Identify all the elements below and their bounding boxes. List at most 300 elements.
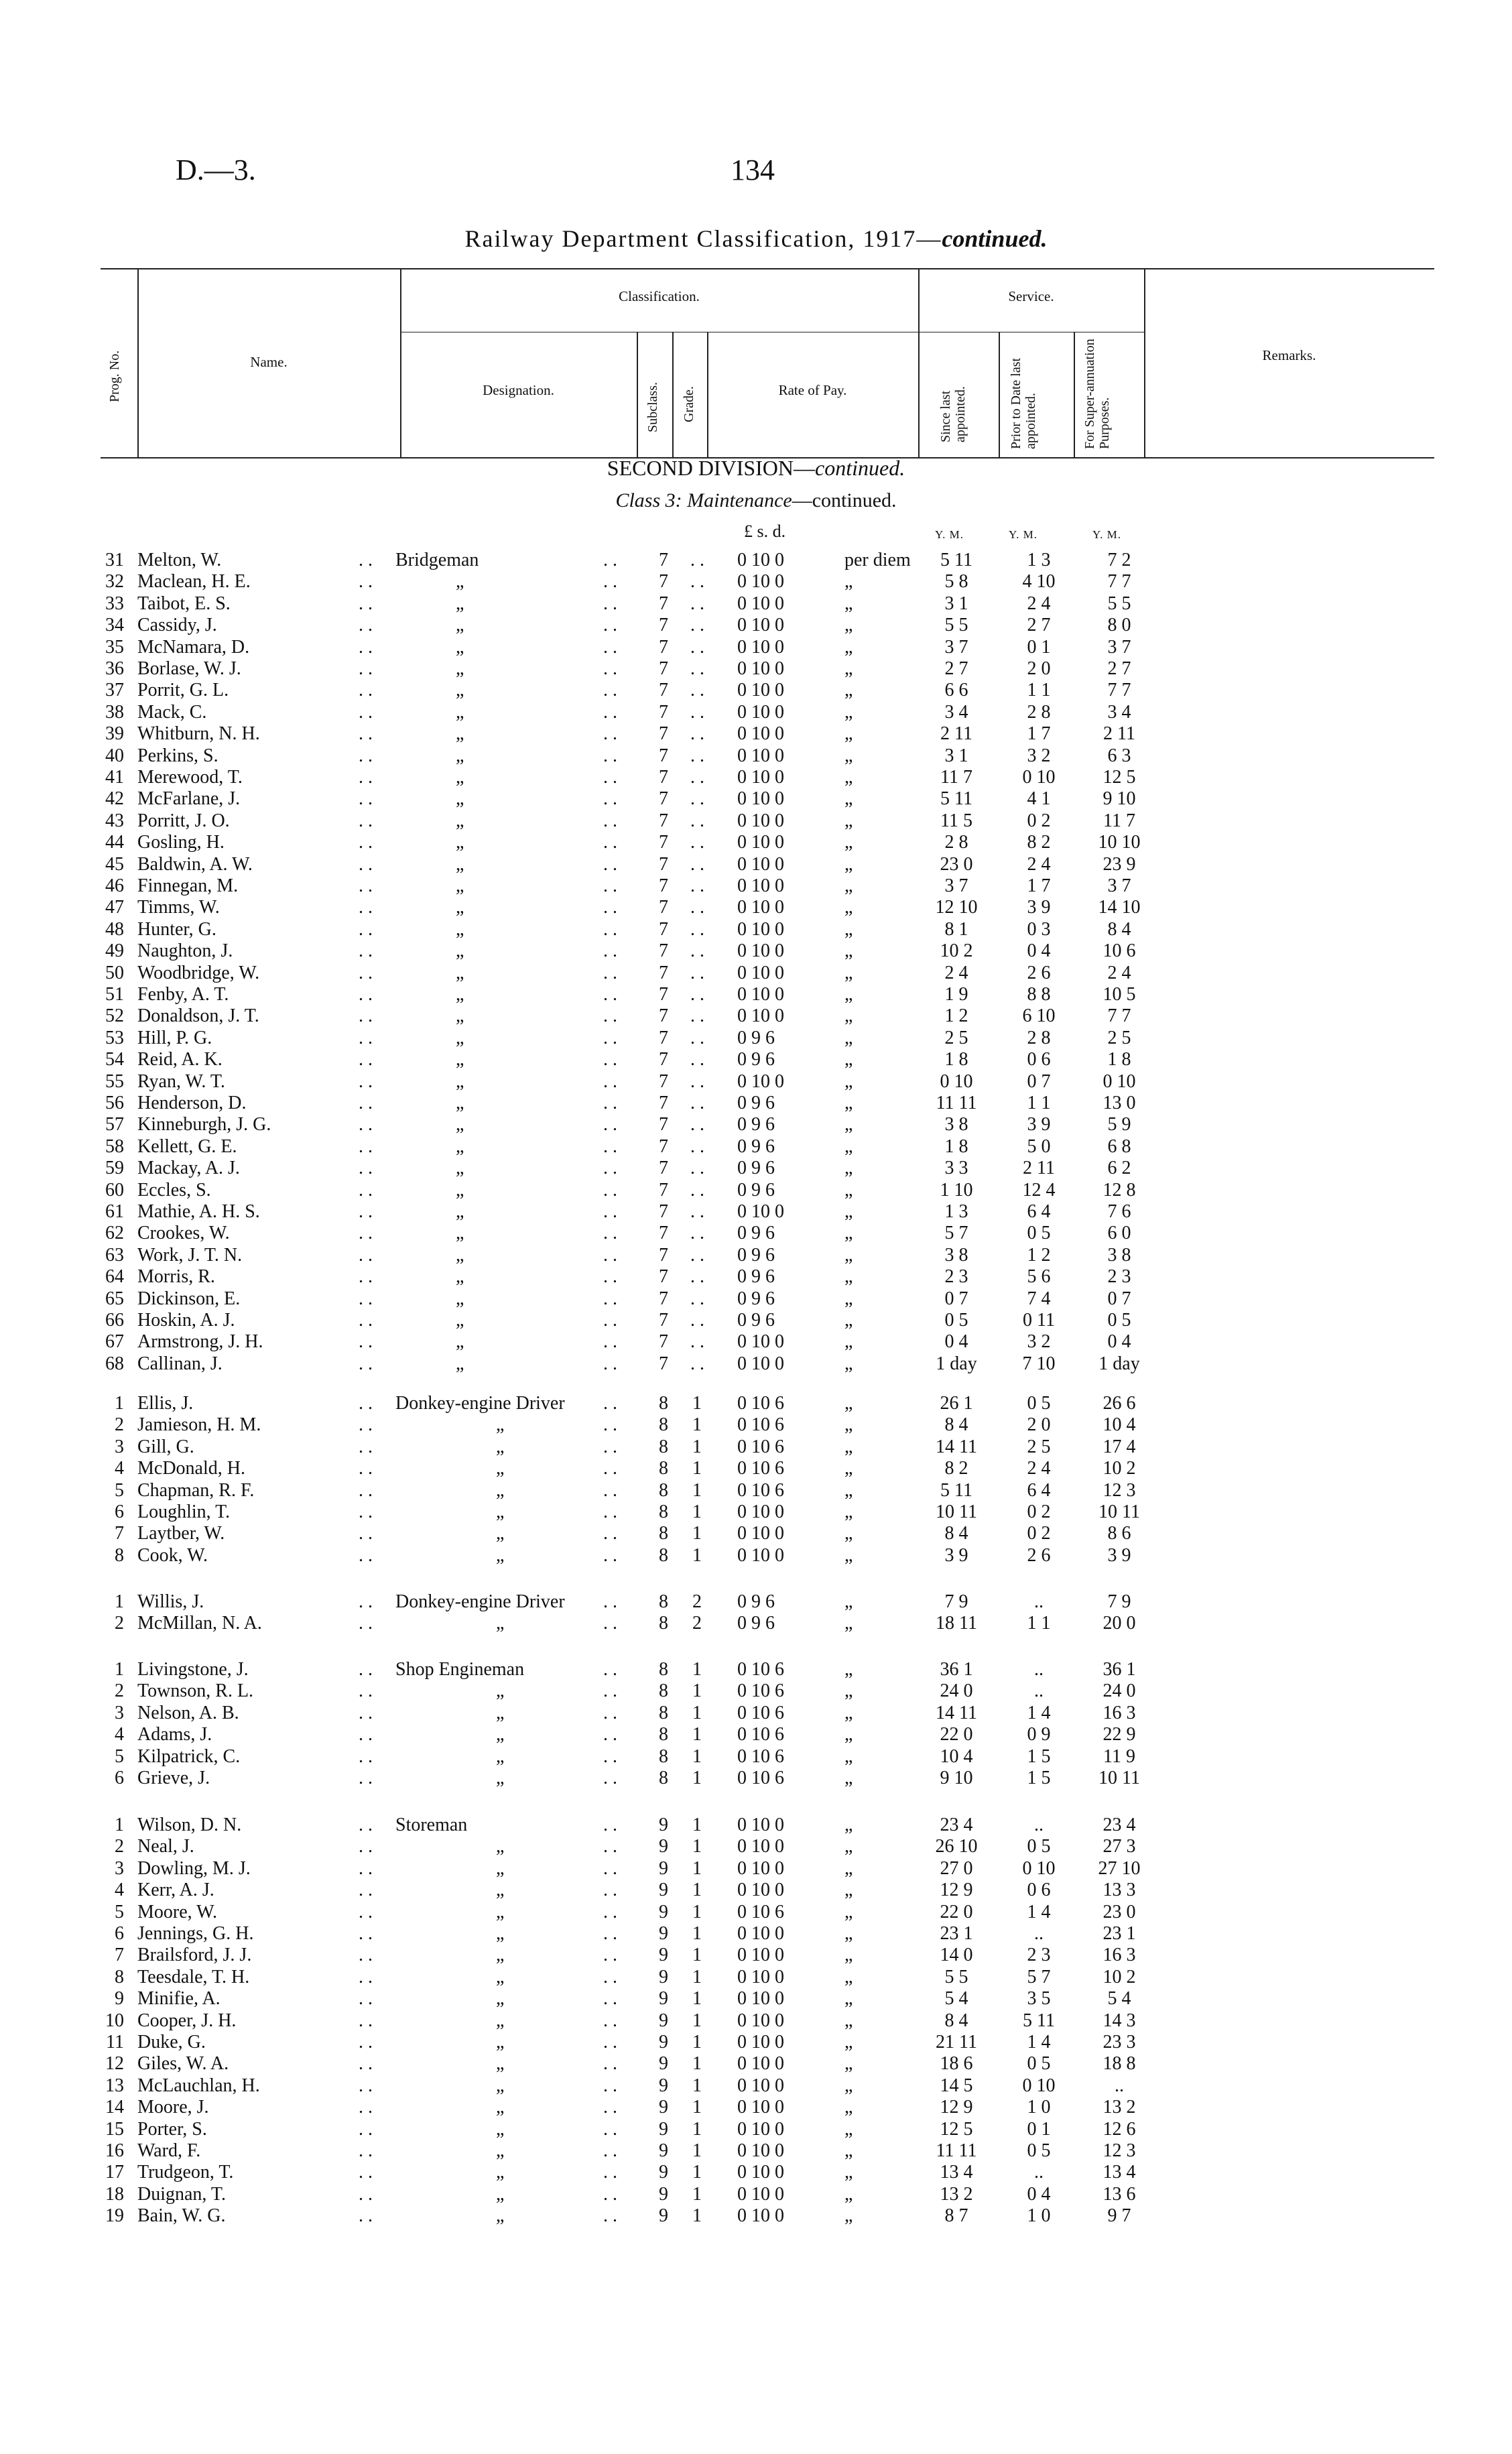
leader-dots: . .: [603, 1836, 617, 1857]
designation: „: [456, 571, 464, 592]
since-last-appointed: 11 5: [940, 810, 972, 831]
staff-name: Nelson, A. B.: [137, 1703, 239, 1723]
since-last-appointed: 5 8: [944, 571, 968, 592]
since-last-appointed: 12 9: [940, 1880, 973, 1900]
rate-unit: „: [844, 571, 853, 592]
prior-to-date: 1 7: [1027, 723, 1051, 744]
subclass: 7: [659, 832, 668, 853]
superannuation-service: 0 7: [1107, 1288, 1131, 1309]
table-row: [0, 1836, 1512, 1857]
prog-no: 14: [105, 2097, 124, 2118]
prog-no: 47: [105, 897, 124, 918]
header-rate-of-pay: Rate of Pay.: [778, 382, 847, 398]
rate-of-pay: 0 9 6: [737, 1266, 775, 1287]
division-main: SECOND DIVISION—: [607, 456, 816, 480]
prior-to-date: 2 7: [1027, 615, 1051, 635]
subclass: 7: [659, 1353, 668, 1374]
prog-no: 6: [115, 1923, 124, 1944]
leader-dots: . .: [603, 2140, 617, 2161]
rate-of-pay: 0 10 0: [737, 658, 784, 679]
designation: „: [496, 1523, 505, 1544]
staff-name: Hill, P. G.: [137, 1028, 212, 1048]
leader-dots: . .: [359, 1923, 373, 1944]
since-last-appointed: 2 7: [944, 658, 968, 679]
header-prior-to-date: Prior to Date last appointed.: [1009, 357, 1038, 449]
prior-to-date: 0 4: [1027, 2184, 1051, 2205]
prog-no: 64: [105, 1266, 124, 1287]
staff-name: Merewood, T.: [137, 767, 243, 788]
prior-to-date: 2 0: [1027, 658, 1051, 679]
subclass: 8: [659, 1768, 668, 1788]
leader-dots: . .: [690, 615, 704, 635]
designation: „: [456, 1266, 464, 1287]
prior-to-date: 2 4: [1027, 1458, 1051, 1479]
designation: Shop Engineman: [395, 1659, 525, 1680]
leader-dots: . .: [603, 571, 617, 592]
header-divider: [672, 332, 674, 457]
leader-dots: . .: [603, 1028, 617, 1048]
staff-name: Mathie, A. H. S.: [137, 1201, 260, 1222]
rate-unit: „: [844, 1114, 853, 1135]
since-last-appointed: 24 0: [940, 1680, 973, 1701]
leader-dots: . .: [359, 1223, 373, 1243]
prog-no: 3: [115, 1436, 124, 1457]
table-row: [0, 897, 1512, 918]
subclass: 8: [659, 1746, 668, 1767]
rate-of-pay: 0 10 0: [737, 550, 784, 570]
since-last-appointed: 5 5: [944, 615, 968, 635]
designation: „: [496, 2075, 505, 2096]
since-last-appointed: 2 8: [944, 832, 968, 853]
staff-name: Borlase, W. J.: [137, 658, 241, 679]
prog-no: 2: [115, 1836, 124, 1857]
staff-name: Reid, A. K.: [137, 1049, 223, 1070]
rate-of-pay: 0 10 6: [737, 1680, 784, 1701]
superannuation-service: 7 7: [1107, 1005, 1131, 1026]
designation: „: [456, 984, 464, 1005]
leader-dots: . .: [359, 963, 373, 983]
subclass: 7: [659, 919, 668, 940]
prior-to-date: 0 10: [1022, 2075, 1056, 2096]
prog-no: 1: [115, 1815, 124, 1835]
subclass: 7: [659, 1180, 668, 1201]
header-grade: Grade.: [682, 386, 696, 422]
leader-dots: . .: [359, 2140, 373, 2161]
subclass: 8: [659, 1523, 668, 1544]
subclass: 9: [659, 2010, 668, 2031]
title-continued: continued.: [942, 225, 1048, 252]
table-row: [0, 1223, 1512, 1244]
staff-name: Gosling, H.: [137, 832, 225, 853]
grade: 1: [692, 1703, 702, 1723]
rate-unit: „: [844, 1071, 853, 1092]
leader-dots: . .: [359, 1436, 373, 1457]
leader-dots: . .: [690, 897, 704, 918]
superannuation-service: 13 4: [1102, 2162, 1136, 2183]
leader-dots: . .: [690, 767, 704, 788]
leader-dots: . .: [603, 1545, 617, 1566]
leader-dots: . .: [603, 1880, 617, 1900]
staff-name: Mackay, A. J.: [137, 1158, 240, 1178]
leader-dots: . .: [603, 2010, 617, 2031]
superannuation-service: 9 7: [1107, 2205, 1131, 2226]
superannuation-service: 23 1: [1102, 1923, 1136, 1944]
subclass: 9: [659, 2140, 668, 2161]
subclass: 8: [659, 1591, 668, 1612]
subclass: 9: [659, 2053, 668, 2074]
designation: „: [456, 875, 464, 896]
superannuation-service: 10 2: [1102, 1967, 1136, 1987]
leader-dots: . .: [359, 637, 373, 658]
table-row: [0, 2032, 1512, 2053]
staff-name: McFarlane, J.: [137, 788, 241, 809]
subclass: 7: [659, 1093, 668, 1113]
designation: „: [456, 1180, 464, 1201]
header-remarks: Remarks.: [1262, 347, 1316, 363]
superannuation-service: 0 4: [1107, 1331, 1131, 1352]
since-last-appointed: 3 1: [944, 745, 968, 766]
leader-dots: . .: [603, 1180, 617, 1201]
designation: „: [496, 2119, 505, 2140]
leader-dots: . .: [690, 854, 704, 875]
since-last-appointed: 8 2: [944, 1458, 968, 1479]
since-last-appointed: 1 9: [944, 984, 968, 1005]
table-row: [0, 1923, 1512, 1945]
table-row: [0, 1591, 1512, 1613]
prog-no: 51: [105, 984, 124, 1005]
prior-to-date: 0 3: [1027, 919, 1051, 940]
since-last-appointed: 26 1: [940, 1393, 973, 1414]
rate-unit: „: [844, 1815, 853, 1835]
prior-to-date: 2 6: [1027, 1545, 1051, 1566]
designation: Donkey-engine Driver: [395, 1591, 565, 1612]
superannuation-service: 8 4: [1107, 919, 1131, 940]
staff-name: Bain, W. G.: [137, 2205, 226, 2226]
table-row: [0, 1114, 1512, 1136]
subclass: 8: [659, 1480, 668, 1501]
leader-dots: . .: [359, 2184, 373, 2205]
subclass: 7: [659, 593, 668, 614]
table-row: [0, 875, 1512, 897]
leader-dots: . .: [690, 1288, 704, 1309]
prog-no: 55: [105, 1071, 124, 1092]
prior-to-date: 8 8: [1027, 984, 1051, 1005]
leader-dots: . .: [603, 897, 617, 918]
grade: 1: [692, 1458, 702, 1479]
rate-of-pay: 0 10 6: [737, 1724, 784, 1745]
leader-dots: . .: [603, 1967, 617, 1987]
leader-dots: . .: [359, 1815, 373, 1835]
leader-dots: . .: [359, 1071, 373, 1092]
rate-of-pay: 0 9 6: [737, 1114, 775, 1135]
leader-dots: . .: [359, 1266, 373, 1287]
rate-unit: „: [844, 940, 853, 961]
subclass: 8: [659, 1703, 668, 1723]
leader-dots: . .: [359, 1880, 373, 1900]
leader-dots: . .: [603, 1458, 617, 1479]
leader-dots: . .: [690, 1028, 704, 1048]
leader-dots: . .: [359, 1988, 373, 2009]
table-row: [0, 1005, 1512, 1027]
leader-dots: . .: [359, 615, 373, 635]
superannuation-service: 9 10: [1102, 788, 1136, 809]
staff-name: Teesdale, T. H.: [137, 1967, 250, 1987]
rate-unit: „: [844, 1703, 853, 1723]
subclass: 9: [659, 2119, 668, 2140]
table-row: [0, 2162, 1512, 2183]
leader-dots: . .: [603, 1093, 617, 1113]
since-last-appointed: 8 4: [944, 1414, 968, 1435]
designation: „: [496, 1436, 505, 1457]
prog-no: 2: [115, 1414, 124, 1435]
superannuation-service: 22 9: [1102, 1724, 1136, 1745]
table-row: [0, 550, 1512, 571]
leader-dots: . .: [690, 702, 704, 723]
designation: „: [456, 1201, 464, 1222]
table-row: [0, 1501, 1512, 1523]
leader-dots: . .: [690, 637, 704, 658]
division-continued: continued.: [815, 456, 905, 480]
since-last-appointed: 1 day: [936, 1353, 977, 1374]
since-last-appointed: 0 7: [944, 1288, 968, 1309]
rate-of-pay: 0 10 6: [737, 1414, 784, 1435]
prior-to-date: 0 2: [1027, 1501, 1051, 1522]
prior-to-date: 7 10: [1022, 1353, 1056, 1374]
prog-no: 59: [105, 1158, 124, 1178]
since-last-appointed: 18 11: [936, 1613, 977, 1634]
prior-to-date: 1 4: [1027, 1902, 1051, 1922]
rate-unit: „: [844, 1945, 853, 1965]
rate-unit: „: [844, 2205, 853, 2226]
since-last-appointed: 3 4: [944, 702, 968, 723]
prior-to-date: 2 5: [1027, 1436, 1051, 1457]
table-row: [0, 1201, 1512, 1223]
prior-to-date: 0 6: [1027, 1880, 1051, 1900]
leader-dots: . .: [603, 702, 617, 723]
superannuation-service: 3 7: [1107, 637, 1131, 658]
rate-of-pay: 0 10 0: [737, 810, 784, 831]
prior-to-date: 1 4: [1027, 2032, 1051, 2052]
staff-name: Cooper, J. H.: [137, 2010, 237, 2031]
prior-to-date: 1 2: [1027, 1245, 1051, 1266]
rate-of-pay: 0 10 0: [737, 963, 784, 983]
designation: „: [456, 723, 464, 744]
staff-name: Jamieson, H. M.: [137, 1414, 261, 1435]
grade: 1: [692, 1923, 702, 1944]
staff-name: Jennings, G. H.: [137, 1923, 254, 1944]
subclass: 7: [659, 1201, 668, 1222]
designation: „: [496, 2184, 505, 2205]
leader-dots: . .: [690, 1136, 704, 1157]
table-row: [0, 1414, 1512, 1436]
rate-of-pay: 0 10 0: [737, 723, 784, 744]
prior-to-date: 1 1: [1027, 1093, 1051, 1113]
since-last-appointed: 14 11: [936, 1436, 977, 1457]
subclass: 9: [659, 2075, 668, 2096]
leader-dots: . .: [359, 1746, 373, 1767]
prog-no: 4: [115, 1458, 124, 1479]
leader-dots: . .: [359, 832, 373, 853]
rate-of-pay: 0 9 6: [737, 1613, 775, 1634]
designation: „: [456, 1136, 464, 1157]
superannuation-service: 2 3: [1107, 1266, 1131, 1287]
since-last-appointed: 2 3: [944, 1266, 968, 1287]
rate-of-pay: 0 10 0: [737, 1523, 784, 1544]
rate-of-pay: 0 10 0: [737, 1923, 784, 1944]
leader-dots: . .: [690, 1114, 704, 1135]
rate-unit: „: [844, 2075, 853, 2096]
table-row: [0, 2205, 1512, 2227]
rate-of-pay: 0 10 0: [737, 680, 784, 700]
rate-of-pay: 0 10 0: [737, 1071, 784, 1092]
rate-unit: „: [844, 1393, 853, 1414]
staff-name: Duke, G.: [137, 2032, 206, 2052]
designation: „: [496, 1988, 505, 2009]
grade: 1: [692, 1815, 702, 1835]
grade: 1: [692, 1880, 702, 1900]
prior-to-date: 0 10: [1022, 1858, 1056, 1879]
prior-to-date: 0 5: [1027, 1223, 1051, 1243]
staff-name: Duignan, T.: [137, 2184, 226, 2205]
designation: „: [456, 1071, 464, 1092]
class-rest: —continued.: [792, 489, 897, 511]
rate-of-pay: 0 9 6: [737, 1180, 775, 1201]
grade: 1: [692, 2032, 702, 2052]
since-last-appointed: 10 2: [940, 940, 973, 961]
rate-unit: „: [844, 658, 853, 679]
designation: „: [496, 2097, 505, 2118]
designation: „: [496, 1880, 505, 1900]
grade: 1: [692, 2205, 702, 2226]
rate-of-pay: 0 10 6: [737, 1768, 784, 1788]
rate-unit: „: [844, 788, 853, 809]
rate-unit: „: [844, 615, 853, 635]
leader-dots: . .: [603, 1071, 617, 1092]
subclass: 7: [659, 745, 668, 766]
designation: „: [456, 854, 464, 875]
since-last-appointed: 23 1: [940, 1923, 973, 1944]
designation: „: [456, 702, 464, 723]
leader-dots: . .: [359, 919, 373, 940]
grade: 1: [692, 2097, 702, 2118]
leader-dots: . .: [359, 1049, 373, 1070]
leader-dots: . .: [603, 2162, 617, 2183]
rate-of-pay: 0 10 0: [737, 1836, 784, 1857]
subclass: 9: [659, 1880, 668, 1900]
designation: „: [496, 1836, 505, 1857]
leader-dots: . .: [690, 940, 704, 961]
superannuation-service: 6 0: [1107, 1223, 1131, 1243]
rate-unit: „: [844, 593, 853, 614]
rate-of-pay: 0 10 0: [737, 1353, 784, 1374]
rate-unit: „: [844, 723, 853, 744]
superannuation-service: 27 10: [1098, 1858, 1141, 1879]
header-divider: [999, 332, 1000, 457]
rate-unit: „: [844, 810, 853, 831]
leader-dots: . .: [603, 1523, 617, 1544]
leader-dots: . .: [603, 1945, 617, 1965]
superannuation-service: 12 5: [1102, 767, 1136, 788]
leader-dots: . .: [603, 984, 617, 1005]
subclass: 7: [659, 1331, 668, 1352]
since-last-appointed: 2 4: [944, 963, 968, 983]
since-last-appointed: 11 11: [936, 1093, 977, 1113]
leader-dots: . .: [603, 2053, 617, 2074]
prog-no: 19: [105, 2205, 124, 2226]
rate-of-pay: 0 10 0: [737, 1005, 784, 1026]
leader-dots: . .: [603, 1768, 617, 1788]
rate-of-pay: 0 10 0: [737, 875, 784, 896]
leader-dots: . .: [690, 1266, 704, 1287]
table-row: [0, 2053, 1512, 2075]
table-row: [0, 1158, 1512, 1179]
staff-name: Cassidy, J.: [137, 615, 217, 635]
leader-dots: . .: [690, 1005, 704, 1026]
leader-dots: . .: [603, 1414, 617, 1435]
header-classification: Classification.: [619, 288, 700, 304]
leader-dots: . .: [603, 1746, 617, 1767]
superannuation-service: 8 6: [1107, 1523, 1131, 1544]
leader-dots: . .: [359, 1393, 373, 1414]
designation: „: [456, 637, 464, 658]
leader-dots: . .: [359, 875, 373, 896]
leader-dots: . .: [359, 2162, 373, 2183]
designation: „: [496, 1902, 505, 1922]
leader-dots: . .: [603, 1393, 617, 1414]
superannuation-service: 23 0: [1102, 1902, 1136, 1922]
staff-name: Grieve, J.: [137, 1768, 210, 1788]
superannuation-service: 0 5: [1107, 1310, 1131, 1331]
rate-unit: „: [844, 1659, 853, 1680]
leader-dots: . .: [359, 1005, 373, 1026]
leader-dots: . .: [359, 723, 373, 744]
leader-dots: . .: [359, 897, 373, 918]
table-row: [0, 658, 1512, 680]
leader-dots: . .: [690, 1180, 704, 1201]
rate-of-pay: 0 10 0: [737, 1967, 784, 1987]
rate-of-pay: 0 9 6: [737, 1136, 775, 1157]
designation: „: [456, 810, 464, 831]
grade: 1: [692, 1501, 702, 1522]
since-last-appointed: 3 1: [944, 593, 968, 614]
leader-dots: . .: [603, 1703, 617, 1723]
leader-dots: . .: [359, 1967, 373, 1987]
rate-of-pay: 0 10 0: [737, 1880, 784, 1900]
prog-no: 63: [105, 1245, 124, 1266]
superannuation-service: 17 4: [1102, 1436, 1136, 1457]
prior-to-date: 2 6: [1027, 963, 1051, 983]
since-last-appointed: 13 2: [940, 2184, 973, 2205]
table-row: [0, 1746, 1512, 1768]
leader-dots: . .: [359, 2010, 373, 2031]
staff-name: Work, J. T. N.: [137, 1245, 243, 1266]
designation: Donkey-engine Driver: [395, 1393, 565, 1414]
table-row: [0, 2075, 1512, 2097]
leader-dots: . .: [359, 2119, 373, 2140]
leader-dots: . .: [690, 593, 704, 614]
rate-unit: „: [844, 2032, 853, 2052]
subclass: 7: [659, 637, 668, 658]
prior-to-date: 3 2: [1027, 745, 1051, 766]
prog-no: 4: [115, 1880, 124, 1900]
grade: 1: [692, 1858, 702, 1879]
rate-unit: „: [844, 1310, 853, 1331]
staff-name: Baldwin, A. W.: [137, 854, 253, 875]
superannuation-service: 7 7: [1107, 571, 1131, 592]
designation: „: [456, 832, 464, 853]
subclass: 8: [659, 1724, 668, 1745]
table-row: [0, 1093, 1512, 1114]
